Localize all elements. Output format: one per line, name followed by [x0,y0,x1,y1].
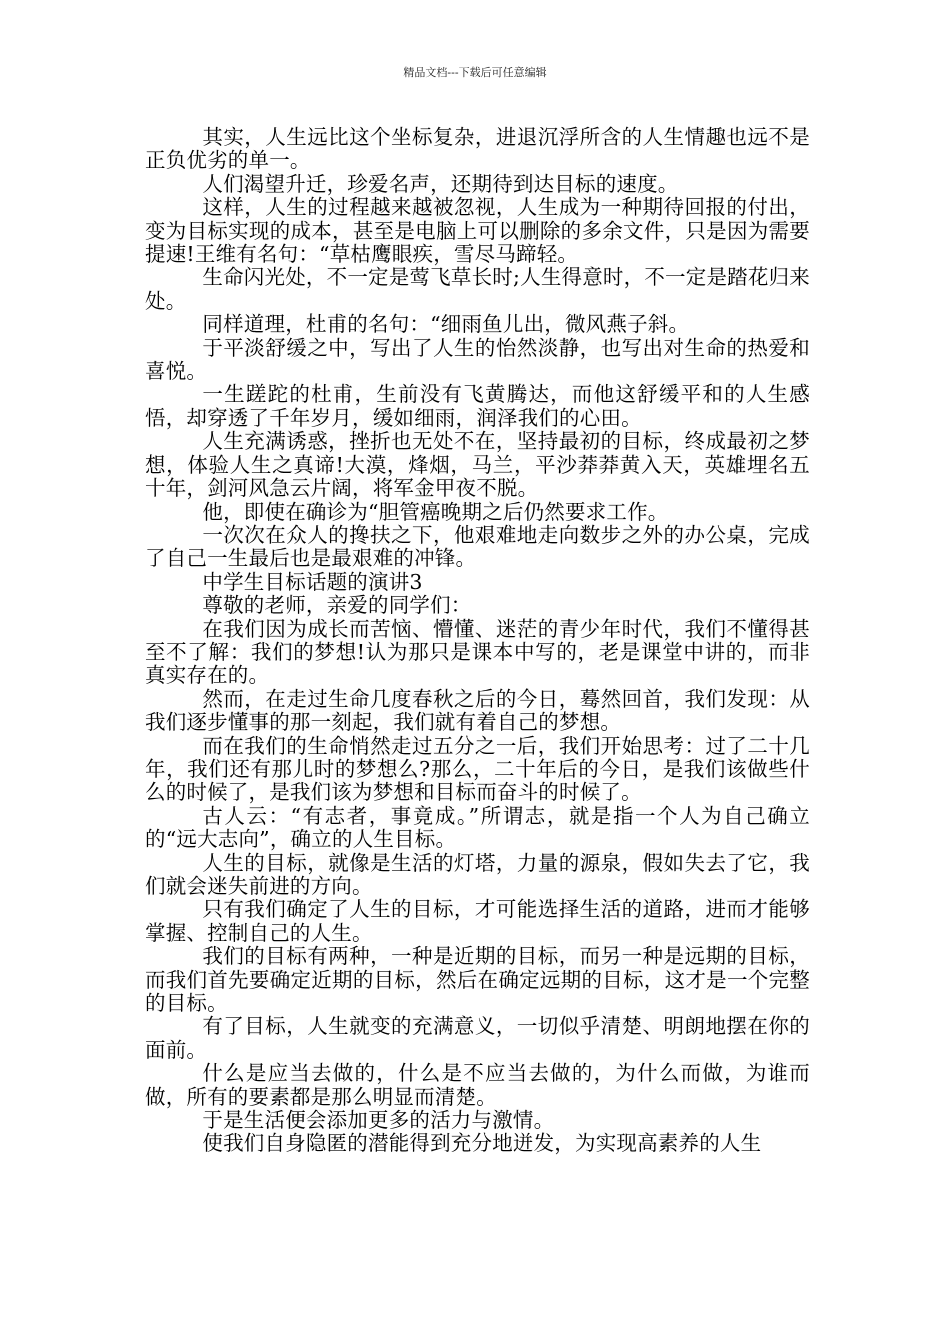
paragraph: 然而，在走过生命几度春秋之后的今日，蓦然回首，我们发现：从我们逐步懂事的那一刻起，我们就有着自己的梦想。 [145,686,810,735]
section-heading: 中学生目标话题的演讲3 [202,569,423,594]
paragraph: 一次次在众人的搀扶之下，他艰难地走向数步之外的办公桌，完成了自己一生最后也是最艰难的冲锋。 [145,522,810,571]
paragraph: 这样，人生的过程越来越被忽视，人生成为一种期待回报的付出，变为目标实现的成本，甚至是电脑上可以删除的多余文件，只是因为需要提速!王维有名句：“草枯鹰眼疾，雪尽马蹄轻。 [145,195,810,267]
paragraph: 一生蹉跎的杜甫，生前没有飞黄腾达，而他这舒缓平和的人生感悟，却穿透了千年岁月，缓如细雨，润泽我们的心田。 [145,382,810,430]
paragraph: 使我们自身隐匿的潜能得到充分地迸发，为实现高素养的人生 [202,1131,762,1156]
paragraph: 我们的目标有两种，一种是近期的目标，而另一种是远期的目标，而我们首先要确定近期的目标，然后在确定远期的目标，这才是一个完整的目标。 [145,944,810,1016]
paragraph: 人生充满诱惑，挫折也无处不在，坚持最初的目标，终成最初之梦想，体验人生之真谛!大漠，烽烟，马兰，平沙莽莽黄入天，英雄埋名五十年，剑河风急云片阔，将军金甲夜不脱。 [145,429,810,501]
paragraph: 人生的目标，就像是生活的灯塔，力量的源泉，假如失去了它，我们就会迷失前进的方向。 [145,850,810,898]
paragraph: 有了目标，人生就变的充满意义，一切似乎清楚、明朗地摆在你的面前。 [145,1014,810,1062]
paragraph: 生命闪光处，不一定是莺飞草长时;人生得意时，不一定是踏花归来处。 [145,265,810,313]
paragraph: 只有我们确定了人生的目标，才可能选择生活的道路，进而才能够掌握、控制自己的人生。 [145,897,810,945]
paragraph: 人们渴望升迁，珍爱名声，还期待到达目标的速度。 [202,171,679,196]
paragraph: 他，即使在确诊为“胆管癌晚期之后仍然要求工作。 [202,499,669,524]
paragraph: 古人云：“有志者，事竟成。”所谓志，就是指一个人为自己确立的“远大志向”，确立的人生目标。 [145,803,810,852]
paragraph: 于平淡舒缓之中，写出了人生的怡然淡静，也写出对生命的热爱和喜悦。 [145,335,810,384]
paragraph: 于是生活便会添加更多的活力与激情。 [202,1108,555,1133]
document-body [145,126,810,1156]
paragraph: 同样道理，杜甫的名句：“细雨鱼儿出，微风燕子斜。 [202,312,690,337]
paragraph: 什么是应当去做的，什么是不应当去做的，为什么而做，为谁而做，所有的要素都是那么明显而清楚。 [145,1061,810,1109]
paragraph: 而在我们的生命悄然走过五分之一后，我们开始思考：过了二十几年，我们还有那儿时的梦想么?那么，二十年后的今日，是我们该做些什么的时候了，是我们该为梦想和目标而奋斗的时候了。 [145,733,810,805]
paragraph: 其实，人生远比这个坐标复杂，进退沉浮所含的人生情趣也远不是正负优劣的单一。 [145,125,810,173]
paragraph: 在我们因为成长而苦恼、懵懂、迷茫的青少年时代，我们不懂得甚至不了解：我们的梦想!认为那只是课本中写的，老是课堂中讲的，而非真实存在的。 [145,616,810,688]
salutation: 尊敬的老师，亲爱的同学们： [202,593,472,618]
page-header: 精品文档---下载后可任意编辑 [403,66,547,79]
